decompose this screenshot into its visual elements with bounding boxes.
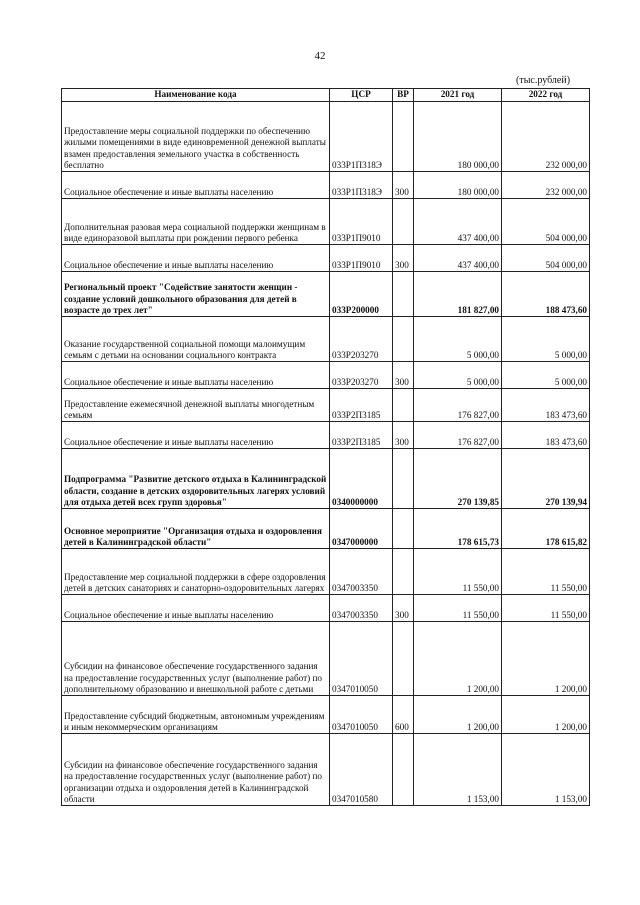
row-2022: 1 200,00 bbox=[502, 622, 590, 696]
row-2021: 11 550,00 bbox=[414, 595, 502, 622]
table-row bbox=[62, 362, 590, 389]
table-row bbox=[62, 317, 590, 362]
row-name: Предоставление субсидий бюджетным, автономным учреждениям и иным некоммерческим организациям bbox=[62, 696, 330, 734]
row-name: Региональный проект "Содействие занятости женщин - создание условий дошкольного образования для детей в возрасте до трех лет" bbox=[62, 272, 330, 317]
row-vr bbox=[393, 272, 414, 317]
row-vr: 600 bbox=[393, 696, 414, 734]
row-csr: 033Р2П3185 bbox=[330, 422, 393, 449]
row-name: Подпрограмма "Развитие детского отдыха в Калининградской области, создание в детских оздоровительных лагерях условий для отдыха детей всех групп здоровья" bbox=[62, 449, 330, 509]
row-name: Субсидии на финансовое обеспечение государственного задания на предоставление государственных услуг (выполнение работ) по организации отдыха и оздоровления детей в Калининградской области bbox=[62, 734, 330, 806]
row-csr: 0347010050 bbox=[330, 622, 393, 696]
row-csr: 033Р1П318Э bbox=[330, 102, 393, 172]
row-2021: 5 000,00 bbox=[414, 317, 502, 362]
row-2021: 181 827,00 bbox=[414, 272, 502, 317]
row-csr: 0347003350 bbox=[330, 549, 393, 595]
table-row bbox=[62, 245, 590, 272]
table-row bbox=[62, 449, 590, 509]
header-2021: 2021 год bbox=[414, 89, 502, 102]
row-vr: 300 bbox=[393, 362, 414, 389]
row-2022: 11 550,00 bbox=[502, 595, 590, 622]
row-2022: 232 000,00 bbox=[502, 102, 590, 172]
header-name: Наименование кода bbox=[62, 89, 330, 102]
row-2022: 232 000,00 bbox=[502, 172, 590, 199]
table-row bbox=[62, 509, 590, 549]
row-2022: 178 615,82 bbox=[502, 509, 590, 549]
table-row bbox=[62, 549, 590, 595]
header-csr: ЦСР bbox=[330, 89, 393, 102]
table-header-row bbox=[62, 89, 590, 102]
row-name: Оказание государственной социальной помощи малоимущим семьям с детьми на основании социального контракта bbox=[62, 317, 330, 362]
row-2022: 270 139,94 bbox=[502, 449, 590, 509]
row-name: Социальное обеспечение и иные выплаты населению bbox=[62, 422, 330, 449]
row-2022: 5 000,00 bbox=[502, 317, 590, 362]
table-body bbox=[62, 102, 590, 806]
row-2022: 11 550,00 bbox=[502, 549, 590, 595]
row-vr: 300 bbox=[393, 595, 414, 622]
row-name: Основное мероприятие "Организация отдыха и оздоровления детей в Калининградской области" bbox=[62, 509, 330, 549]
row-2021: 11 550,00 bbox=[414, 549, 502, 595]
row-vr bbox=[393, 734, 414, 806]
row-csr: 033Р1П9010 bbox=[330, 199, 393, 245]
row-2021: 176 827,00 bbox=[414, 422, 502, 449]
header-2022: 2022 год bbox=[502, 89, 590, 102]
row-csr: 033Р203270 bbox=[330, 317, 393, 362]
budget-table bbox=[61, 88, 590, 806]
row-2021: 270 139,85 bbox=[414, 449, 502, 509]
row-2021: 437 400,00 bbox=[414, 199, 502, 245]
table-row bbox=[62, 734, 590, 806]
row-vr bbox=[393, 622, 414, 696]
row-2022: 188 473,60 bbox=[502, 272, 590, 317]
table-row bbox=[62, 422, 590, 449]
row-2021: 1 153,00 bbox=[414, 734, 502, 806]
row-vr bbox=[393, 389, 414, 422]
row-2021: 180 000,00 bbox=[414, 102, 502, 172]
row-vr bbox=[393, 509, 414, 549]
unit-note: (тыс.рублей) bbox=[516, 75, 571, 86]
row-2021: 176 827,00 bbox=[414, 389, 502, 422]
row-name: Предоставление ежемесячной денежной выплаты многодетным семьям bbox=[62, 389, 330, 422]
row-name: Дополнительная разовая мера социальной поддержки женщинам в виде единоразовой выплаты при рождении первого ребенка bbox=[62, 199, 330, 245]
row-name: Социальное обеспечение и иные выплаты населению bbox=[62, 172, 330, 199]
row-vr: 300 bbox=[393, 422, 414, 449]
row-2021: 437 400,00 bbox=[414, 245, 502, 272]
row-csr: 0347010050 bbox=[330, 696, 393, 734]
row-csr: 0347003350 bbox=[330, 595, 393, 622]
row-vr bbox=[393, 449, 414, 509]
table-row bbox=[62, 389, 590, 422]
row-name: Предоставление меры социальной поддержки по обеспечению жилыми помещениями в виде единовременной денежной выплаты взамен предоставления земельного участка в собственность бесплатно bbox=[62, 102, 330, 172]
row-vr bbox=[393, 549, 414, 595]
row-csr: 033Р203270 bbox=[330, 362, 393, 389]
row-2022: 5 000,00 bbox=[502, 362, 590, 389]
row-name: Предоставление мер социальной поддержки в сфере оздоровления детей в детских санаториях и санаторно-оздоровительных лагерях bbox=[62, 549, 330, 595]
row-vr: 300 bbox=[393, 172, 414, 199]
page-number: 42 bbox=[314, 50, 326, 62]
row-2021: 1 200,00 bbox=[414, 696, 502, 734]
row-2022: 1 200,00 bbox=[502, 696, 590, 734]
row-csr: 033Р2П3185 bbox=[330, 389, 393, 422]
table-row bbox=[62, 622, 590, 696]
row-csr: 0347010580 bbox=[330, 734, 393, 806]
table-row bbox=[62, 199, 590, 245]
row-csr: 033Р1П318Э bbox=[330, 172, 393, 199]
row-csr: 033Р1П9010 bbox=[330, 245, 393, 272]
row-2022: 504 000,00 bbox=[502, 245, 590, 272]
row-name: Социальное обеспечение и иные выплаты населению bbox=[62, 595, 330, 622]
row-2021: 178 615,73 bbox=[414, 509, 502, 549]
row-vr bbox=[393, 199, 414, 245]
row-2021: 180 000,00 bbox=[414, 172, 502, 199]
row-name: Субсидии на финансовое обеспечение государственного задания на предоставление государственных услуг (выполнение работ) по дополнительному образованию и внешкольной работе с детьми bbox=[62, 622, 330, 696]
header-vr: ВР bbox=[393, 89, 414, 102]
row-2021: 5 000,00 bbox=[414, 362, 502, 389]
table-row bbox=[62, 172, 590, 199]
row-csr: 0340000000 bbox=[330, 449, 393, 509]
row-2021: 1 200,00 bbox=[414, 622, 502, 696]
row-name: Социальное обеспечение и иные выплаты населению bbox=[62, 245, 330, 272]
row-name: Социальное обеспечение и иные выплаты населению bbox=[62, 362, 330, 389]
row-2022: 183 473,60 bbox=[502, 389, 590, 422]
table-row bbox=[62, 272, 590, 317]
row-vr bbox=[393, 317, 414, 362]
row-csr: 0347000000 bbox=[330, 509, 393, 549]
table-row bbox=[62, 102, 590, 172]
table-row bbox=[62, 696, 590, 734]
row-vr bbox=[393, 102, 414, 172]
row-csr: 033Р200000 bbox=[330, 272, 393, 317]
row-2022: 504 000,00 bbox=[502, 199, 590, 245]
row-vr: 300 bbox=[393, 245, 414, 272]
table-row bbox=[62, 595, 590, 622]
row-2022: 1 153,00 bbox=[502, 734, 590, 806]
row-2022: 183 473,60 bbox=[502, 422, 590, 449]
